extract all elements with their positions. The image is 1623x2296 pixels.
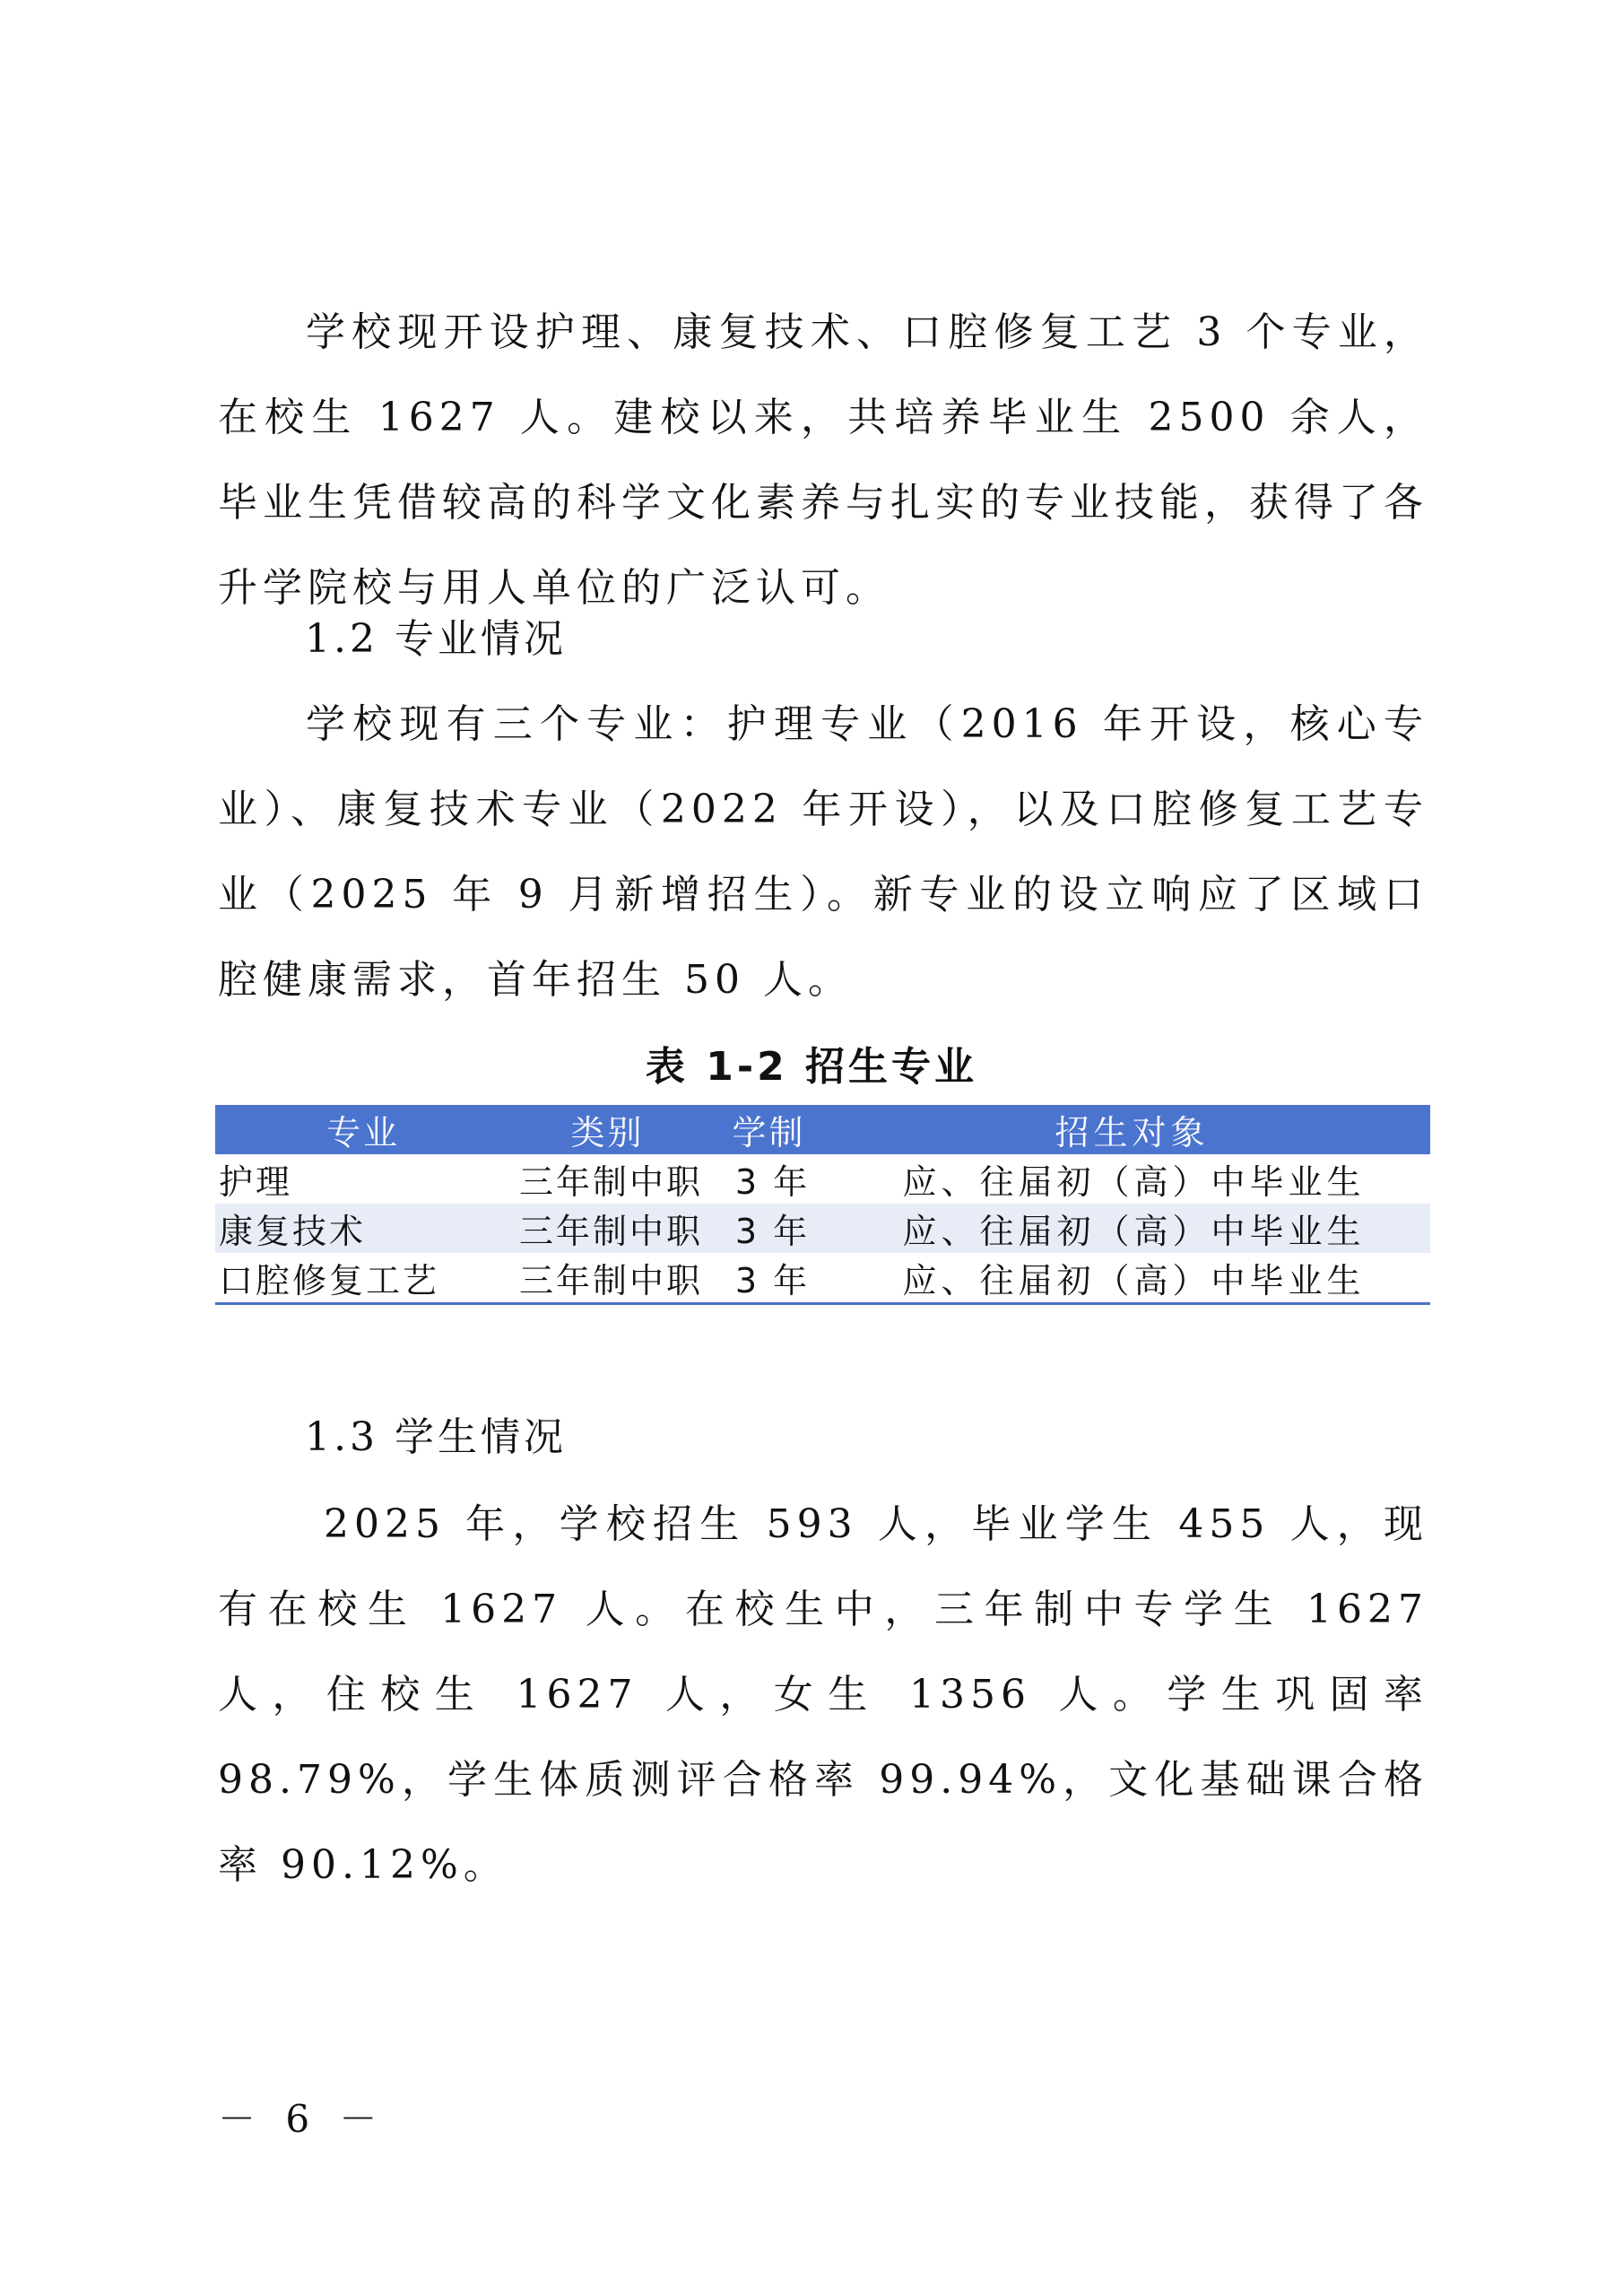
- table-row: [215, 1253, 1430, 1302]
- cell-duration: 3 年: [734, 1212, 811, 1251]
- table-row: [215, 1154, 1430, 1204]
- cell-major: 口腔修复工艺: [219, 1261, 440, 1300]
- table-row: [215, 1204, 1430, 1253]
- cell-category: 三年制中职: [518, 1212, 703, 1251]
- section-heading-1-2: 1.2 专业情况: [305, 616, 567, 662]
- cell-major: 护理: [219, 1162, 293, 1202]
- page-number: － 6 －: [218, 2097, 386, 2141]
- cell-major: 康复技术: [219, 1212, 367, 1251]
- paragraph-intro: 学校现开设护理、康复技术、口腔修复工艺 3 个专业，在校生 1627 人。建校以来，共培养毕业生 2500 余人，毕业生凭借较高的科学文化素养与扎实的专业技能，获得了各升学院校与用人单位的广泛认可。: [218, 309, 1428, 611]
- cell-target: 应、往届初（高）中毕业生: [902, 1212, 1366, 1251]
- header-category: 类别: [570, 1113, 645, 1152]
- enrollment-majors-table: [215, 1105, 1430, 1305]
- table-header-row: [215, 1105, 1430, 1154]
- paragraph-students: 2025 年，学校招生 593 人，毕业学生 455 人，现有在校生 1627 人。在校生中，三年制中专学生 1627 人，住校生 1627 人，女生 1356 人。学生巩固率 98.79%，学生体质测评合格率 99.94%，文化基础课合格率 90.12%。: [218, 1501, 1428, 1888]
- cell-duration: 3 年: [734, 1162, 811, 1202]
- section-heading-1-3: 1.3 学生情况: [305, 1414, 567, 1460]
- header-major: 专业: [325, 1113, 400, 1152]
- cell-duration: 3 年: [734, 1261, 811, 1300]
- cell-target: 应、往届初（高）中毕业生: [902, 1261, 1366, 1300]
- cell-category: 三年制中职: [518, 1162, 703, 1202]
- header-duration: 学制: [732, 1113, 806, 1152]
- cell-category: 三年制中职: [518, 1261, 703, 1300]
- table-caption: 表 1-2 招生专业: [645, 1044, 978, 1090]
- header-target: 招生对象: [1055, 1113, 1210, 1152]
- paragraph-majors: 学校现有三个专业：护理专业（2016 年开设，核心专业）、康复技术专业（2022 年开设），以及口腔修复工艺专业（2025 年 9 月新增招生）。新专业的设立响应了区域口腔健康需求，首年招生 50 人。: [218, 701, 1428, 1003]
- cell-target: 应、往届初（高）中毕业生: [902, 1162, 1366, 1202]
